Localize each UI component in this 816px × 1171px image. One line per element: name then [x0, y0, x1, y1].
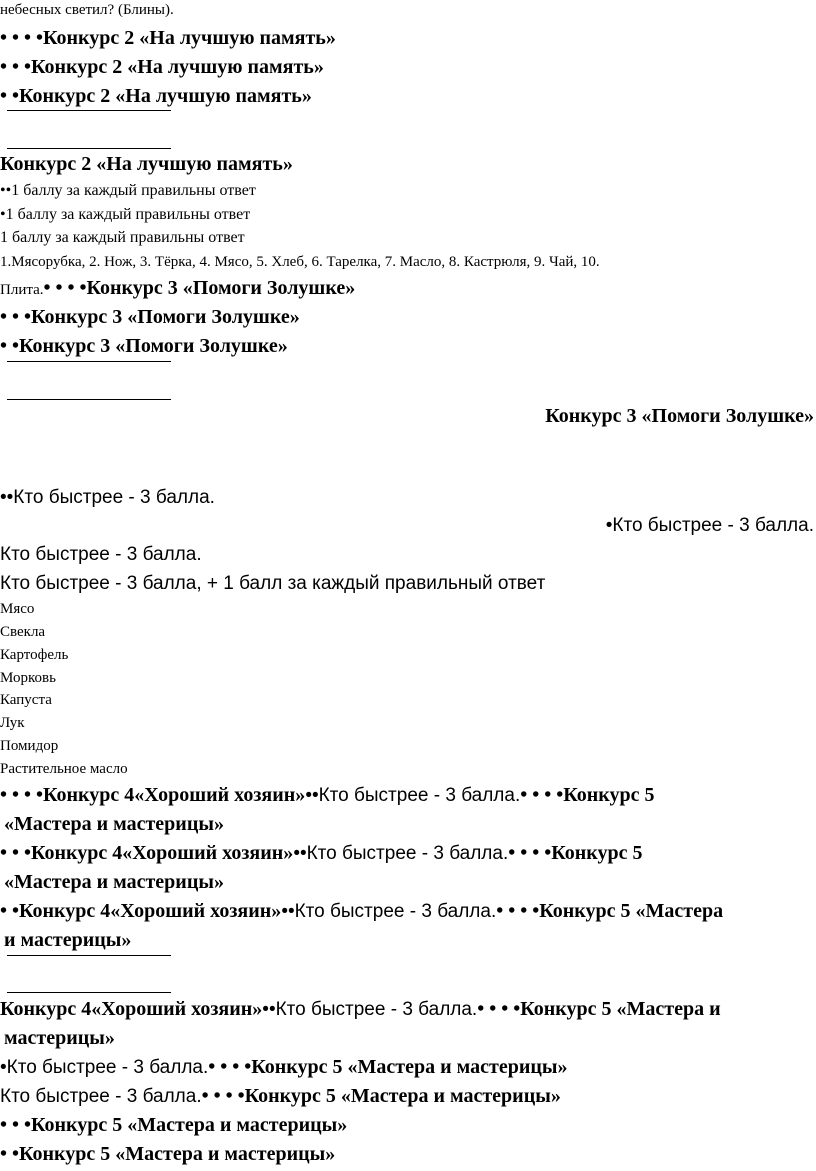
list-item: Лук — [0, 715, 25, 731]
section-heading: Конкурс 3 «Помоги Золушке» — [545, 405, 814, 427]
divider — [7, 361, 171, 362]
list-item: Капуста — [0, 692, 52, 708]
heading-line: • • •Конкурс 2 «На лучшую память» — [0, 56, 324, 78]
text-line: 1 баллу за каждый правильны ответ — [0, 229, 245, 246]
heading-fragment: • • • •Конкурс 5 — [508, 842, 643, 864]
text-line — [0, 997, 721, 1022]
text-fragment: ••Кто быстрее - 3 балла. — [293, 843, 509, 864]
heading-line: мастерицы» — [4, 1027, 115, 1049]
heading-fragment: • • • •Конкурс 5 — [520, 784, 655, 806]
text-fragment: ••Кто быстрее - 3 балла. — [262, 999, 478, 1020]
text-line: Кто быстрее - 3 балла, + 1 балл за каждый правильный ответ — [0, 573, 546, 594]
heading-fragment: • • •Конкурс 4«Хороший хозяин» — [0, 842, 294, 864]
heading-fragment: • • • •Конкурс 5 «Мастера и мастерицы» — [201, 1085, 561, 1107]
text-line — [0, 783, 655, 808]
list-item: Мясо — [0, 601, 35, 617]
heading-fragment: • • • •Конкурс 3 «Помоги Золушке» — [43, 277, 356, 299]
text-fragment: Кто быстрее - 3 балла. — [0, 1086, 202, 1107]
heading-line: • • •Конкурс 5 «Мастера и мастерицы» — [0, 1114, 348, 1136]
text-line: •Кто быстрее - 3 балла. — [605, 515, 814, 536]
heading-line: • • • •Конкурс 2 «На лучшую память» — [0, 27, 336, 49]
text-line: 1.Мясорубка, 2. Нож, 3. Тёрка, 4. Мясо, 5. Хлеб, 6. Тарелка, 7. Масло, 8. Кастрюля, 9. Чай, 10. — [0, 254, 600, 270]
list-item: Морковь — [0, 670, 56, 686]
text-line — [0, 276, 355, 300]
text-line: Кто быстрее - 3 балла. — [0, 544, 202, 565]
heading-line: «Мастера и мастерицы» — [4, 813, 224, 835]
list-item: Помидор — [0, 738, 59, 754]
text-line: ••Кто быстрее - 3 балла. — [0, 487, 215, 508]
heading-fragment: • •Конкурс 4«Хороший хозяин» — [0, 900, 282, 922]
heading-line: • •Конкурс 3 «Помоги Золушке» — [0, 335, 288, 357]
heading-fragment: • • • •Конкурс 5 «Мастера — [496, 900, 724, 922]
text-line: ••1 баллу за каждый правильны ответ — [0, 182, 256, 199]
heading-fragment: Конкурс 4«Хороший хозяин» — [0, 998, 263, 1020]
divider — [7, 399, 171, 400]
divider — [7, 992, 171, 993]
heading-line: • •Конкурс 2 «На лучшую память» — [0, 85, 312, 107]
section-heading: Конкурс 2 «На лучшую память» — [0, 153, 293, 175]
text-line — [0, 899, 723, 924]
text-fragment: ••Кто быстрее - 3 балла. — [281, 901, 497, 922]
text-fragment: Плита. — [0, 282, 44, 298]
heading-fragment: • • • •Конкурс 4«Хороший хозяин» — [0, 784, 306, 806]
heading-line: • •Конкурс 5 «Мастера и мастерицы» — [0, 1143, 336, 1165]
text-fragment: ••Кто быстрее - 3 балла. — [305, 785, 521, 806]
heading-line: • • •Конкурс 3 «Помоги Золушке» — [0, 306, 300, 328]
heading-fragment: • • • •Конкурс 5 «Мастера и — [477, 998, 721, 1020]
text-fragment: •Кто быстрее - 3 балла. — [0, 1057, 209, 1078]
text-line — [0, 841, 643, 866]
heading-line: и мастерицы» — [4, 929, 132, 951]
text-line — [0, 1055, 568, 1080]
text-line — [0, 1084, 561, 1109]
divider — [7, 955, 171, 956]
text-line: •1 баллу за каждый правильны ответ — [0, 206, 251, 223]
text-line: небесных светил? (Блины). — [0, 2, 174, 18]
heading-line: «Мастера и мастерицы» — [4, 871, 224, 893]
heading-fragment: • • • •Конкурс 5 «Мастера и мастерицы» — [208, 1056, 568, 1078]
divider — [7, 148, 171, 149]
list-item: Свекла — [0, 624, 46, 640]
list-item: Растительное масло — [0, 761, 128, 777]
list-item: Картофель — [0, 647, 69, 663]
divider — [7, 110, 171, 111]
